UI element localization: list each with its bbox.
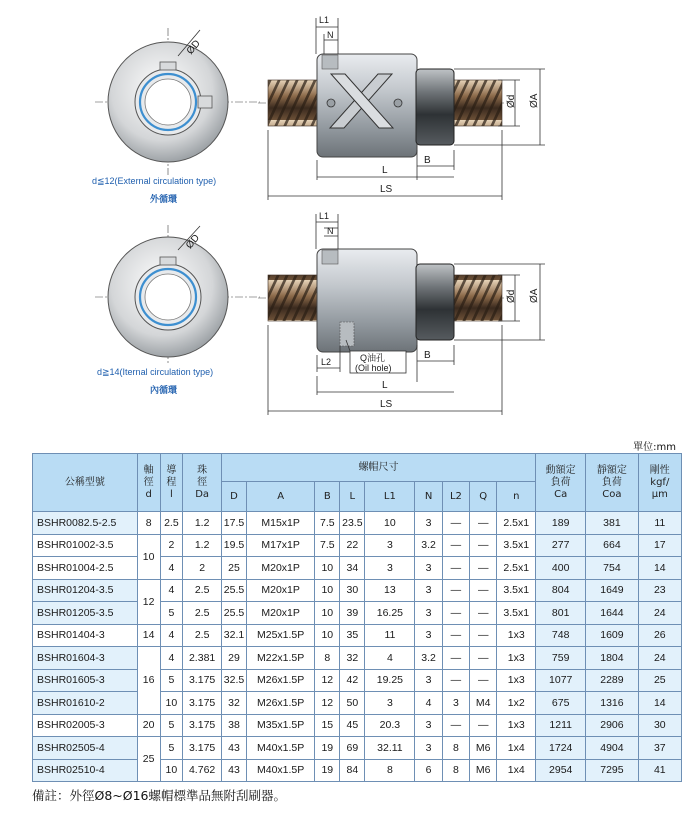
cell-a: M35x1.5P [247, 714, 315, 737]
cell-l: 69 [340, 737, 365, 760]
cell-coa: 1644 [586, 602, 638, 625]
header-col-L: L [340, 482, 365, 512]
cell-l: 45 [340, 714, 365, 737]
bottom-N-label: N [327, 226, 334, 236]
cell-l: 42 [340, 669, 365, 692]
cell-l: 35 [340, 624, 365, 647]
bottom-L-label: L [382, 380, 388, 391]
header-ball [183, 454, 222, 512]
cell-n: 1x3 [497, 647, 536, 670]
cell-k: 14 [638, 557, 681, 580]
cell-lead: 5 [160, 602, 183, 625]
cell-lead: 10 [160, 759, 183, 782]
cell-l1: 16.25 [365, 602, 415, 625]
cell-a: M15x1P [247, 512, 315, 535]
top-L-label: L [382, 165, 388, 176]
header-col-Q: Q [470, 482, 497, 512]
cell-l: 39 [340, 602, 365, 625]
bottom-Q-label: Q油孔 [360, 353, 386, 363]
top-phid-label: Ød [506, 94, 517, 108]
top-caption-zh: 外循環 [150, 195, 178, 205]
cell-q: — [470, 602, 497, 625]
cell-k: 30 [638, 714, 681, 737]
cell-coa: 1316 [586, 692, 638, 715]
cell-b: 10 [315, 602, 340, 625]
cell-l2: — [442, 512, 469, 535]
cell-k: 37 [638, 737, 681, 760]
cell-shaft-d: 25 [137, 737, 160, 782]
cell-d: 32.1 [221, 624, 246, 647]
cell-lead: 2.5 [160, 512, 183, 535]
cell-k: 41 [638, 759, 681, 782]
cell-k: 25 [638, 669, 681, 692]
cell-q: M4 [470, 692, 497, 715]
cell-n: 3.5x1 [497, 534, 536, 557]
header-stat-line-3: Coa [602, 488, 622, 500]
cell-b: 19 [315, 737, 340, 760]
cell-ca: 748 [536, 624, 586, 647]
cell-l2: — [442, 557, 469, 580]
cell-model: BSHR02505-4 [33, 737, 138, 760]
bottom-B-label: B [424, 350, 431, 361]
cell-l2: 3 [442, 692, 469, 715]
table-row [33, 534, 682, 557]
cell-shaft-d: 20 [137, 714, 160, 737]
bottom-phid-label: Ød [506, 289, 517, 303]
table-row [33, 759, 682, 782]
cell-n: 2.5x1 [497, 512, 536, 535]
cell-shaft-d: 16 [137, 647, 160, 715]
cell-a: M25x1.5P [247, 624, 315, 647]
top-side-view [258, 15, 545, 200]
table-row [33, 647, 682, 670]
header-shaft-line-1: 軸 [143, 464, 154, 476]
cell-coa: 2289 [586, 669, 638, 692]
cell-ca: 189 [536, 512, 586, 535]
top-caption-en: d≦12(External circulation type) [92, 176, 217, 186]
top-end-view [95, 28, 260, 175]
cell-shaft-d: 14 [137, 624, 160, 647]
cell-l: 22 [340, 534, 365, 557]
cell-lead: 4 [160, 557, 183, 580]
cell-l: 34 [340, 557, 365, 580]
cell-lead: 4 [160, 624, 183, 647]
cell-n: 3 [415, 737, 442, 760]
header-dyn-line-1: 動額定 [545, 464, 576, 476]
cell-l: 50 [340, 692, 365, 715]
cell-model: BSHR01002-3.5 [33, 534, 138, 557]
cell-k: 14 [638, 692, 681, 715]
table-row [33, 579, 682, 602]
cell-coa: 754 [586, 557, 638, 580]
bottom-L2-label: L2 [321, 357, 332, 367]
header-stat-line-1: 靜額定 [596, 464, 627, 476]
cell-d: 43 [221, 737, 246, 760]
header-col-N: N [415, 482, 442, 512]
cell-n: 3.2 [415, 534, 442, 557]
cell-n: 1x3 [497, 714, 536, 737]
cell-da: 3.175 [183, 669, 222, 692]
header-col-n: n [497, 482, 536, 512]
bottom-phiA-label: ØA [529, 288, 540, 303]
cell-b: 12 [315, 669, 340, 692]
cell-l1: 19.25 [365, 669, 415, 692]
cell-coa: 1609 [586, 624, 638, 647]
header-dyn [536, 454, 586, 512]
cell-d: 19.5 [221, 534, 246, 557]
cell-q: M6 [470, 737, 497, 760]
bottom-end-view [95, 225, 260, 365]
cell-n: 3.2 [415, 647, 442, 670]
top-LS-label: LS [380, 184, 393, 195]
cell-b: 19 [315, 759, 340, 782]
header-model: 公稱型號 [33, 454, 138, 512]
cell-k: 11 [638, 512, 681, 535]
cell-model: BSHR01404-3 [33, 624, 138, 647]
cell-ca: 277 [536, 534, 586, 557]
cell-coa: 7295 [586, 759, 638, 782]
cell-q: — [470, 714, 497, 737]
cell-n: 3 [415, 624, 442, 647]
cell-q: — [470, 557, 497, 580]
cell-l1: 3 [365, 534, 415, 557]
header-col-B: B [315, 482, 340, 512]
unit-label: 單位:mm [633, 442, 676, 453]
bottom-side-view [258, 211, 545, 415]
header-ball-line-1: 珠 [197, 464, 208, 476]
top-B-label: B [424, 155, 431, 166]
cell-model: BSHR02005-3 [33, 714, 138, 737]
cell-ca: 1077 [536, 669, 586, 692]
cell-l: 23.5 [340, 512, 365, 535]
table-row [33, 602, 682, 625]
header-col-L2: L2 [442, 482, 469, 512]
header-col-D: D [221, 482, 246, 512]
table-row [33, 557, 682, 580]
cell-model: BSHR01205-3.5 [33, 602, 138, 625]
header-stat-line-2: 負荷 [601, 476, 622, 488]
header-lead-line-2: 程 [166, 476, 177, 488]
cell-l1: 11 [365, 624, 415, 647]
cell-a: M40x1.5P [247, 759, 315, 782]
cell-ca: 801 [536, 602, 586, 625]
cell-l1: 4 [365, 647, 415, 670]
cell-l2: — [442, 647, 469, 670]
cell-n: 1x3 [497, 624, 536, 647]
cell-ca: 1724 [536, 737, 586, 760]
cell-n: 2.5x1 [497, 557, 536, 580]
table-row [33, 737, 682, 760]
cell-d: 32 [221, 692, 246, 715]
cell-model: BSHR0082.5-2.5 [33, 512, 138, 535]
cell-n: 1x3 [497, 669, 536, 692]
cell-lead: 2 [160, 534, 183, 557]
cell-n: 3 [415, 557, 442, 580]
cell-q: — [470, 534, 497, 557]
cell-lead: 5 [160, 737, 183, 760]
cell-l2: — [442, 714, 469, 737]
cell-ca: 675 [536, 692, 586, 715]
header-dyn-line-3: Ca [554, 488, 568, 500]
cell-a: M26x1.5P [247, 692, 315, 715]
cell-coa: 1804 [586, 647, 638, 670]
cell-da: 1.2 [183, 534, 222, 557]
cell-coa: 664 [586, 534, 638, 557]
cell-l1: 10 [365, 512, 415, 535]
header-ball-line-3: Da [195, 488, 210, 500]
spec-table [32, 453, 682, 782]
cell-d: 32.5 [221, 669, 246, 692]
bottom-caption-en: d≧14(Iternal circulation type) [97, 367, 214, 377]
header-col-L1: L1 [365, 482, 415, 512]
header-nut-group: 螺帽尺寸 [221, 454, 535, 482]
cell-lead: 4 [160, 647, 183, 670]
cell-d: 25.5 [221, 602, 246, 625]
cell-model: BSHR02510-4 [33, 759, 138, 782]
cell-shaft-d: 10 [137, 534, 160, 579]
cell-l2: — [442, 669, 469, 692]
header-lead [160, 454, 183, 512]
cell-da: 2 [183, 557, 222, 580]
cell-ca: 2954 [536, 759, 586, 782]
cell-a: M26x1.5P [247, 669, 315, 692]
cell-l: 32 [340, 647, 365, 670]
cell-q: M6 [470, 759, 497, 782]
top-L1-label: L1 [319, 15, 330, 25]
cell-k: 26 [638, 624, 681, 647]
cell-a: M20x1P [247, 557, 315, 580]
table-row [33, 624, 682, 647]
header-dyn-line-2: 負荷 [550, 476, 571, 488]
top-phiD-label: ØD [184, 38, 203, 57]
cell-l1: 32.11 [365, 737, 415, 760]
cell-l2: — [442, 602, 469, 625]
top-phiA-label: ØA [529, 93, 540, 108]
cell-a: M22x1.5P [247, 647, 315, 670]
cell-n: 6 [415, 759, 442, 782]
cell-b: 10 [315, 557, 340, 580]
spec-table-head [33, 454, 682, 512]
header-rigid [638, 454, 681, 512]
cell-lead: 10 [160, 692, 183, 715]
header-shaft-line-3: d [145, 488, 152, 500]
cell-coa: 381 [586, 512, 638, 535]
spec-table-body [33, 512, 682, 782]
cell-n: 3 [415, 714, 442, 737]
cell-da: 2.5 [183, 602, 222, 625]
cell-n: 3.5x1 [497, 579, 536, 602]
cell-model: BSHR01610-2 [33, 692, 138, 715]
cell-n: 3 [415, 512, 442, 535]
cell-b: 7.5 [315, 534, 340, 557]
cell-l2: — [442, 579, 469, 602]
cell-da: 2.381 [183, 647, 222, 670]
cell-da: 3.175 [183, 737, 222, 760]
cell-b: 7.5 [315, 512, 340, 535]
footnote: 備註：外徑Ø8~Ø16螺帽標準品無附刮刷器。 [32, 788, 287, 803]
cell-n: 3 [415, 669, 442, 692]
header-col-A: A [247, 482, 315, 512]
table-row [33, 512, 682, 535]
cell-ca: 400 [536, 557, 586, 580]
top-N-label: N [327, 30, 334, 40]
bottom-LS-label: LS [380, 399, 393, 410]
header-rigid-line-3: μm [651, 488, 668, 500]
cell-shaft-d: 8 [137, 512, 160, 535]
cell-n: 4 [415, 692, 442, 715]
cell-l1: 20.3 [365, 714, 415, 737]
cell-model: BSHR01604-3 [33, 647, 138, 670]
cell-n: 1x2 [497, 692, 536, 715]
bottom-caption-zh: 內循環 [150, 386, 178, 396]
cell-a: M17x1P [247, 534, 315, 557]
cell-l2: — [442, 534, 469, 557]
header-shaft-line-2: 徑 [143, 476, 154, 488]
cell-a: M20x1P [247, 602, 315, 625]
cell-shaft-d: 12 [137, 579, 160, 624]
cell-model: BSHR01605-3 [33, 669, 138, 692]
cell-coa: 1649 [586, 579, 638, 602]
cell-da: 3.175 [183, 692, 222, 715]
cell-q: — [470, 512, 497, 535]
cell-n: 3 [415, 602, 442, 625]
cell-q: — [470, 647, 497, 670]
table-row [33, 669, 682, 692]
cell-model: BSHR01204-3.5 [33, 579, 138, 602]
cell-lead: 5 [160, 669, 183, 692]
cell-b: 8 [315, 647, 340, 670]
header-lead-line-3: l [169, 488, 173, 500]
cell-q: — [470, 624, 497, 647]
cell-d: 17.5 [221, 512, 246, 535]
cell-d: 43 [221, 759, 246, 782]
cell-ca: 804 [536, 579, 586, 602]
header-lead-line-1: 導 [166, 464, 177, 476]
cell-b: 15 [315, 714, 340, 737]
cell-q: — [470, 579, 497, 602]
cell-k: 24 [638, 602, 681, 625]
cell-l1: 13 [365, 579, 415, 602]
cell-l2: 8 [442, 759, 469, 782]
cell-n: 3 [415, 579, 442, 602]
cell-a: M40x1.5P [247, 737, 315, 760]
cell-b: 10 [315, 624, 340, 647]
cell-d: 25 [221, 557, 246, 580]
header-shaft [137, 454, 160, 512]
cell-l1: 3 [365, 557, 415, 580]
cell-n: 3.5x1 [497, 602, 536, 625]
cell-da: 1.2 [183, 512, 222, 535]
cell-k: 23 [638, 579, 681, 602]
cell-n: 1x4 [497, 737, 536, 760]
cell-k: 24 [638, 647, 681, 670]
cell-da: 3.175 [183, 714, 222, 737]
cell-lead: 4 [160, 579, 183, 602]
cell-l: 84 [340, 759, 365, 782]
cell-k: 17 [638, 534, 681, 557]
header-rigid-line-1: 剛性 [649, 464, 670, 476]
cell-l2: — [442, 624, 469, 647]
cell-ca: 1211 [536, 714, 586, 737]
cell-coa: 4904 [586, 737, 638, 760]
cell-da: 2.5 [183, 624, 222, 647]
cell-l1: 3 [365, 692, 415, 715]
cell-ca: 759 [536, 647, 586, 670]
cell-l: 30 [340, 579, 365, 602]
table-row [33, 714, 682, 737]
cell-d: 38 [221, 714, 246, 737]
cell-b: 10 [315, 579, 340, 602]
cell-b: 12 [315, 692, 340, 715]
cell-da: 4.762 [183, 759, 222, 782]
bottom-oil-label: (Oil hole) [355, 363, 392, 373]
header-rigid-line-2: kgf/ [650, 476, 670, 488]
cell-a: M20x1P [247, 579, 315, 602]
cell-q: — [470, 669, 497, 692]
bottom-L1-label: L1 [319, 211, 330, 221]
cell-l1: 8 [365, 759, 415, 782]
bottom-phiD-label: ØD [183, 232, 203, 252]
table-row [33, 692, 682, 715]
cell-coa: 2906 [586, 714, 638, 737]
cell-da: 2.5 [183, 579, 222, 602]
cell-lead: 5 [160, 714, 183, 737]
cell-n: 1x4 [497, 759, 536, 782]
cell-d: 29 [221, 647, 246, 670]
header-stat [586, 454, 638, 512]
cell-d: 25.5 [221, 579, 246, 602]
cell-l2: 8 [442, 737, 469, 760]
cell-model: BSHR01004-2.5 [33, 557, 138, 580]
header-ball-line-2: 徑 [197, 476, 208, 488]
